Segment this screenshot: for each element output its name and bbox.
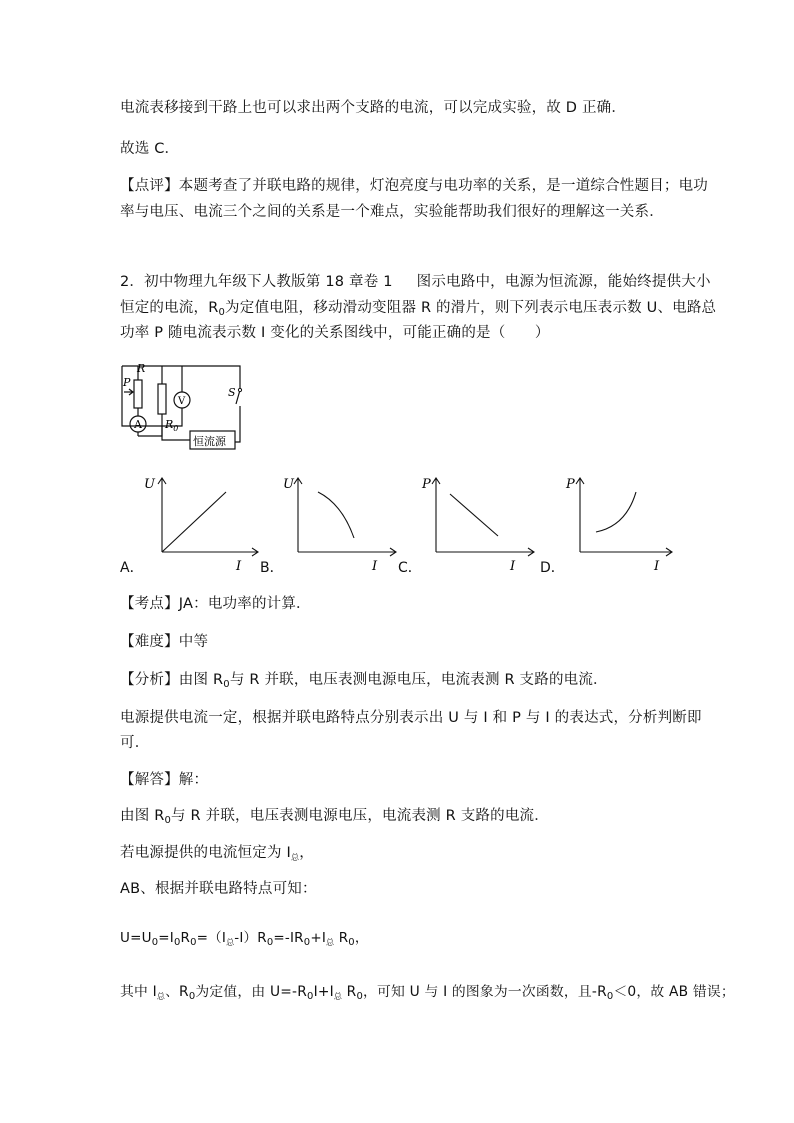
circuit-diagram bbox=[118, 360, 258, 454]
source-label: 恒流源 bbox=[193, 435, 226, 448]
label-R0: $R_0$ bbox=[165, 418, 179, 433]
text-line: AB、根据并联电路特点可知： bbox=[120, 881, 317, 897]
text-line: 恒定的电流，$R_0$为定值电阻，移动滑动变阻器 R 的滑片，则下列表示电压表示数 U、电路总 bbox=[120, 300, 717, 318]
option-b-label: B． bbox=[260, 560, 284, 576]
x-axis-label: I bbox=[654, 559, 660, 574]
kaodian-line: 【考点】JA：电功率的计算． bbox=[120, 596, 311, 612]
text-line: 率与电压、电流三个之间的关系是一个难点，实验能帮助我们很好的理解这一关系． bbox=[120, 204, 664, 220]
y-axis-label: U bbox=[144, 477, 155, 492]
x-axis-label: I bbox=[372, 559, 378, 574]
text-line: 若电源提供的电流恒定为 $I_总$， bbox=[120, 845, 314, 862]
analysis-line: 【分析】由图 $R_0$与 R 并联，电压表测电源电压，电流表测 R 支路的电流． bbox=[120, 672, 608, 690]
text-line: 可． bbox=[120, 735, 150, 751]
graph-c bbox=[416, 474, 536, 574]
question-header bbox=[120, 270, 711, 291]
y-axis-label: P bbox=[422, 477, 431, 492]
solution-heading: 【解答】解： bbox=[120, 772, 209, 788]
label-S: S bbox=[228, 386, 236, 399]
graph-b bbox=[278, 474, 398, 574]
ammeter-label: A bbox=[134, 418, 142, 431]
voltmeter-label: V bbox=[178, 396, 186, 407]
final-line: 其中 $I_总$、$R_0$为定值，由 $U=-R_0I+I_总$ $R_0$，可知 U 与 I 的图象为一次函数，且$-R_0<0$，故 AB 错误； bbox=[120, 984, 735, 1002]
text-line: 功率 P 随电流表示数 I 变化的关系图线中，可能正确的是（ ） bbox=[120, 325, 550, 341]
text-line: 电流表移接到干路上也可以求出两个支路的电流，可以完成实验，故 D 正确． bbox=[120, 100, 627, 116]
question-source: 2．初中物理九年级下人教版第 18 章卷 1 bbox=[120, 274, 393, 290]
x-axis-label: I bbox=[236, 559, 242, 574]
y-axis-label: U bbox=[283, 477, 294, 492]
question-text: 图示电路中，电源为恒流源，能始终提供大小 bbox=[416, 274, 711, 290]
label-R: R bbox=[137, 362, 146, 375]
text-line: 故选 C． bbox=[120, 141, 180, 157]
label-P: P bbox=[123, 376, 131, 389]
formula-line: $U=U_0=I_0R_0=(I_总-I)R_0=-IR_0+I_总$ $R_0$， bbox=[120, 930, 369, 948]
option-d-label: D． bbox=[540, 560, 565, 576]
difficulty-line: 【难度】中等 bbox=[120, 634, 209, 650]
text-line: 由图 $R_0$与 R 并联，电压表测电源电压，电流表测 R 支路的电流． bbox=[120, 808, 549, 826]
option-a-label: A． bbox=[120, 560, 144, 576]
option-c-label: C． bbox=[398, 560, 422, 576]
graph-d bbox=[560, 474, 680, 574]
text-line: 电源提供电流一定，根据并联电路特点分别表示出 U 与 I 和 P 与 I 的表达式，分析判断即 bbox=[120, 710, 702, 726]
text-line: 【点评】本题考查了并联电路的规律，灯泡亮度与电功率的关系，是一道综合性题目；电功 bbox=[120, 178, 708, 194]
x-axis-label: I bbox=[510, 559, 516, 574]
graph-a bbox=[140, 474, 260, 574]
y-axis-label: P bbox=[566, 477, 575, 492]
